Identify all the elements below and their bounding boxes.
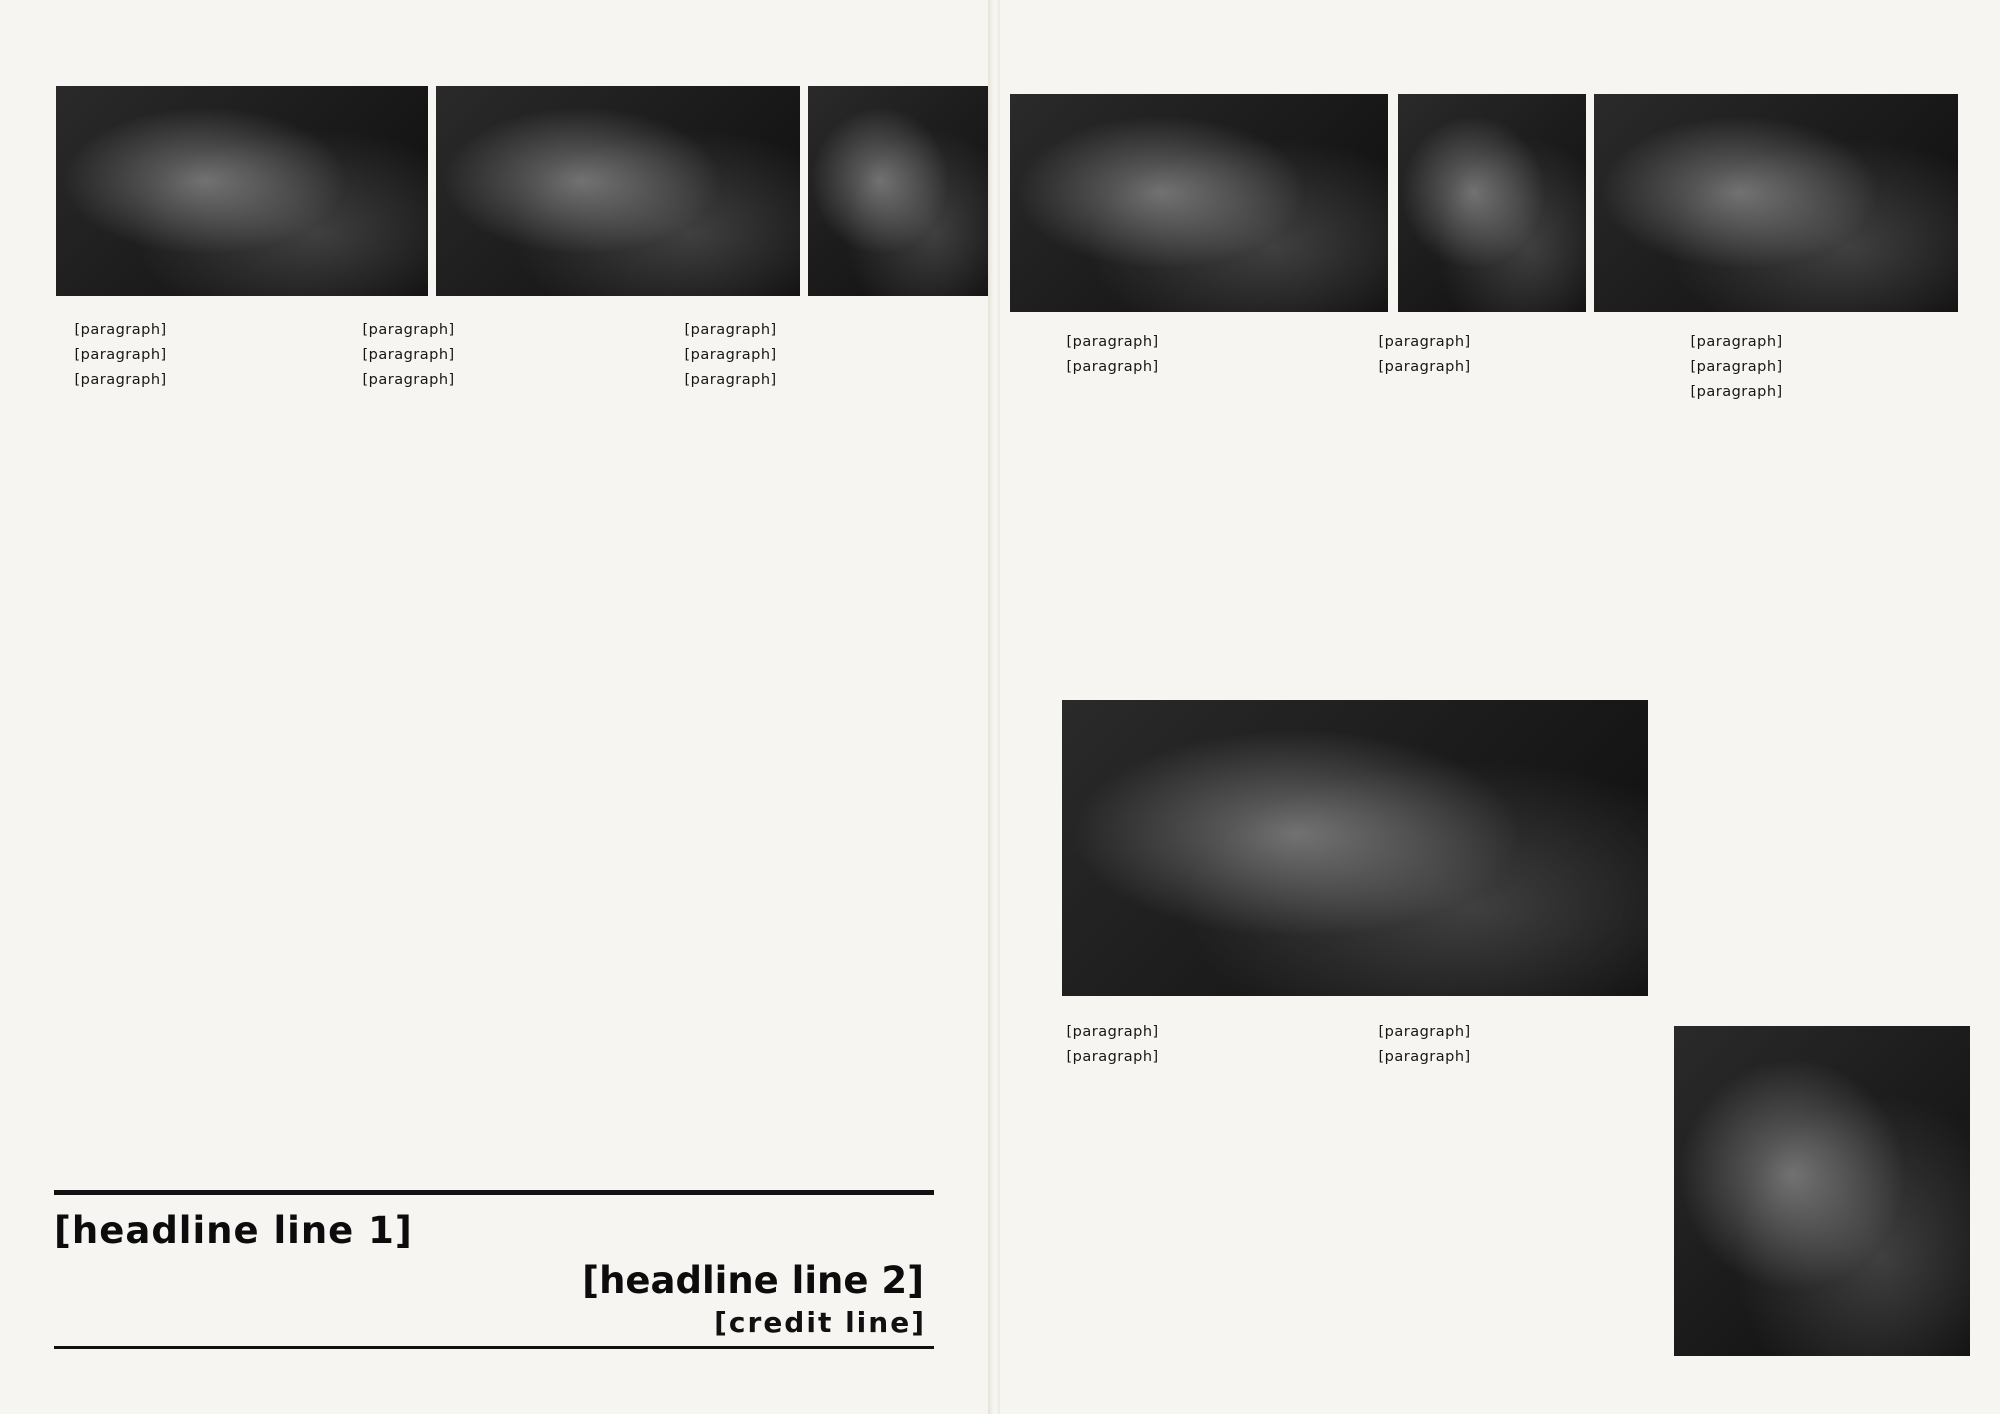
left-col-3: [paragraph] [paragraph] [paragraph] (684, 322, 777, 388)
headline-top-rule (54, 1190, 934, 1195)
credit: [credit line] (714, 1306, 926, 1339)
right-col-1-top: [paragraph] [paragraph] (1066, 334, 1159, 375)
left-col-1: [paragraph] [paragraph] [paragraph] (74, 322, 167, 388)
photo-7 (1062, 700, 1648, 996)
headline-line-1: [headline line 1] (54, 1209, 413, 1252)
right-col-1-bottom: [paragraph] [paragraph] (1066, 1024, 1159, 1065)
photo-3 (808, 86, 988, 296)
photo-2 (436, 86, 800, 296)
right-col-2-top: [paragraph] [paragraph] (1378, 334, 1471, 375)
right-page (1000, 0, 2000, 1414)
photo-5 (1398, 94, 1586, 312)
photo-6 (1594, 94, 1958, 312)
right-col-2-bottom: [paragraph] [paragraph] (1378, 1024, 1471, 1065)
right-col-3: [paragraph] [paragraph] [paragraph] (1690, 334, 1783, 400)
photo-4 (1010, 94, 1388, 312)
photo-1 (56, 86, 428, 296)
headline-bottom-rule (54, 1346, 934, 1349)
left-col-2: [paragraph] [paragraph] [paragraph] (362, 322, 455, 388)
photo-8 (1674, 1026, 1970, 1356)
left-page (0, 0, 990, 1414)
headline-line-2: [headline line 2] (582, 1259, 924, 1302)
headline (54, 1206, 934, 1306)
